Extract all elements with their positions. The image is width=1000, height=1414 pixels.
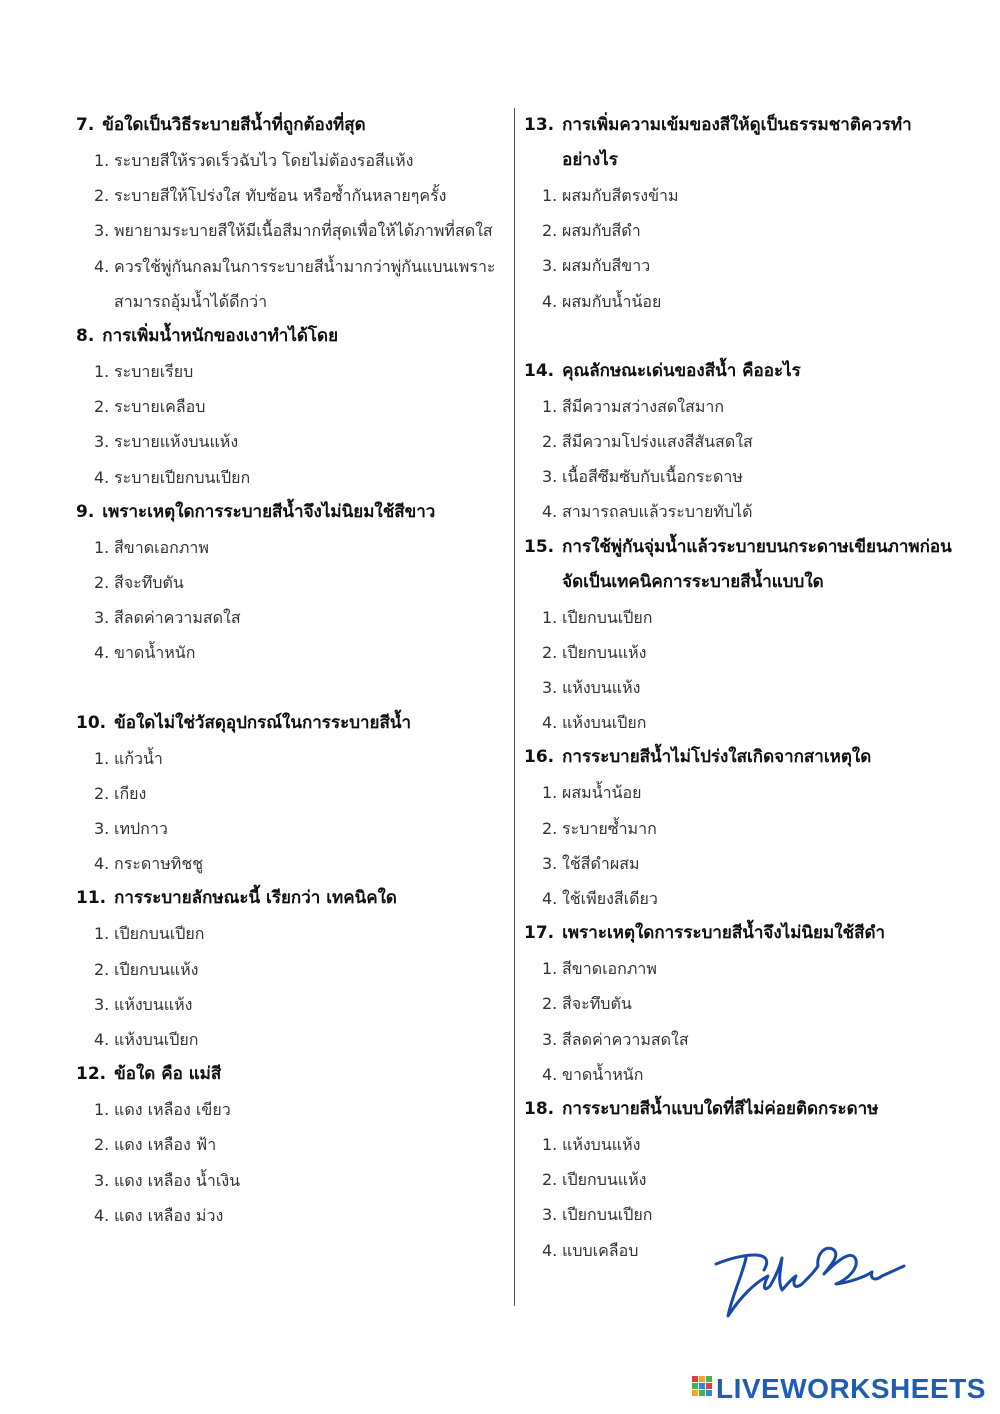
question-number: 15. — [524, 536, 555, 557]
answer-option[interactable] — [524, 213, 954, 248]
option-text: สีขาดเอกภาพ — [562, 959, 657, 979]
option-text: แก้วน้ำ — [114, 748, 163, 768]
option-list — [524, 951, 954, 1092]
option-number: 1. — [542, 783, 558, 803]
option-number: 4. — [94, 643, 110, 663]
answer-option[interactable] — [76, 741, 496, 776]
question-text: การใช้พู่กันจุ่มน้ำแล้วระบายบนกระดาษเขียนภาพก่อน จัดเป็นเทคนิคการระบายสีน้ำแบบใด — [562, 536, 952, 592]
answer-option[interactable] — [76, 1198, 496, 1233]
option-text: สีลดค่าความสดใส — [562, 1029, 689, 1049]
option-number: 1. — [542, 1135, 558, 1155]
option-number: 3. — [94, 994, 110, 1014]
option-text: ขาดน้ำหนัก — [114, 643, 196, 663]
option-number: 4. — [542, 1064, 558, 1084]
option-number: 4. — [94, 467, 110, 487]
option-number: 2. — [542, 432, 558, 452]
option-number: 4. — [94, 256, 110, 276]
answer-option[interactable] — [524, 705, 954, 740]
question-title — [76, 881, 496, 916]
answer-option[interactable] — [524, 635, 954, 670]
option-text: ระบายเปียกบนเปียก — [114, 467, 251, 487]
question-text: เพราะเหตุใดการระบายสีน้ำจึงไม่นิยมใช้สีขาว — [102, 501, 436, 522]
question-text: การระบายสีน้ำแบบใดที่สีไม่ค่อยติดกระดาษ — [562, 1099, 879, 1120]
option-number: 3. — [542, 1029, 558, 1049]
question-text: เพราะเหตุใดการระบายสีน้ำจึงไม่นิยมใช้สีดำ — [562, 923, 886, 944]
answer-option[interactable] — [524, 424, 954, 459]
answer-option[interactable] — [524, 459, 954, 494]
brand-name: LIVEWORKSHEETS — [716, 1373, 986, 1404]
option-number: 4. — [542, 713, 558, 733]
question-number: 12. — [76, 1064, 107, 1085]
question-number: 10. — [76, 712, 107, 733]
question-text: การระบายลักษณะนี้ เรียกว่า เทคนิคใด — [114, 888, 397, 909]
question-title — [524, 354, 954, 389]
answer-option[interactable] — [524, 1022, 954, 1057]
option-list — [76, 741, 496, 882]
answer-option[interactable] — [76, 460, 496, 495]
option-number: 3. — [542, 853, 558, 873]
question-16 — [524, 740, 954, 916]
answer-option[interactable] — [76, 143, 496, 178]
answer-option[interactable] — [524, 951, 954, 986]
option-text: แดง เหลือง เขียว — [114, 1100, 231, 1120]
question-title — [76, 706, 496, 741]
answer-option[interactable] — [76, 600, 496, 635]
question-number: 18. — [524, 1099, 555, 1120]
answer-option[interactable] — [524, 600, 954, 635]
answer-option[interactable] — [76, 354, 496, 389]
option-text: ผสมกับสีตรงข้าม — [562, 186, 679, 205]
question-text: การเพิ่มน้ำหนักของเงาทำได้โดย — [102, 326, 339, 347]
option-text: ผสมกับสีดำ — [562, 221, 641, 241]
answer-option[interactable] — [524, 1057, 954, 1092]
option-text: เปียกบนเปียก — [562, 607, 653, 627]
option-text: ขาดน้ำหนัก — [562, 1064, 644, 1084]
option-text: เนื้อสีซึมซับกับเนื้อกระดาษ — [562, 467, 743, 487]
option-text: สีจะทึบตัน — [562, 994, 632, 1014]
option-number: 2. — [94, 573, 110, 593]
answer-option[interactable] — [76, 846, 496, 881]
option-text: แบบเคลือบ — [562, 1240, 639, 1260]
option-number: 2. — [542, 818, 558, 838]
spacer — [524, 319, 954, 354]
option-text: แห้งบนแห้ง — [114, 994, 193, 1014]
question-7 — [76, 108, 496, 319]
option-number: 4. — [94, 1205, 110, 1225]
option-list — [524, 178, 954, 319]
liveworksheets-brand — [692, 1372, 986, 1406]
option-number: 4. — [542, 291, 558, 311]
option-number: 3. — [94, 608, 110, 628]
option-number: 4. — [542, 502, 558, 522]
answer-option[interactable] — [76, 178, 496, 213]
question-text: การระบายสีน้ำไม่โปร่งใสเกิดจากสาเหตุใด — [562, 747, 872, 768]
answer-option[interactable] — [76, 916, 496, 951]
answer-option[interactable] — [524, 846, 954, 881]
option-text: ควรใช้พู่กันกลมในการระบายสีน้ำมากว่าพู่กันแบนเพราะสามารถอุ้มน้ำได้ดีกว่า — [114, 256, 496, 311]
spacer — [76, 671, 496, 706]
option-number: 3. — [94, 819, 110, 839]
option-text: สีลดค่าความสดใส — [114, 608, 241, 628]
question-number: 11. — [76, 888, 107, 909]
option-number: 1. — [94, 151, 110, 170]
answer-option[interactable] — [76, 1163, 496, 1198]
option-number: 3. — [542, 678, 558, 698]
answer-option[interactable] — [524, 1127, 954, 1162]
answer-option[interactable] — [524, 389, 954, 424]
left-question-column — [76, 108, 496, 1233]
option-list — [524, 775, 954, 916]
answer-option[interactable] — [524, 986, 954, 1021]
option-number: 3. — [94, 1170, 110, 1190]
question-9 — [76, 495, 496, 706]
option-text: แดง เหลือง ม่วง — [114, 1205, 224, 1225]
question-title — [524, 740, 954, 775]
answer-option[interactable] — [524, 1162, 954, 1197]
option-text: เปียกบนแห้ง — [562, 642, 647, 662]
option-number: 3. — [94, 221, 110, 241]
option-list — [76, 354, 496, 495]
answer-option[interactable] — [524, 811, 954, 846]
option-number: 2. — [94, 1135, 110, 1155]
answer-option[interactable] — [76, 952, 496, 987]
answer-option[interactable] — [76, 1127, 496, 1162]
option-text: เปียกบนแห้ง — [114, 959, 199, 979]
option-number: 3. — [542, 1205, 558, 1225]
signature-image — [706, 1236, 916, 1326]
option-text: แห้งบนเปียก — [562, 713, 647, 733]
question-11 — [76, 881, 496, 1057]
option-number: 4. — [542, 1240, 558, 1260]
option-list — [524, 600, 954, 741]
question-number: 9. — [76, 501, 95, 522]
option-text: ระบายสีให้รวดเร็วฉับไว โดยไม่ต้องรอสีแห้ง — [114, 151, 414, 170]
option-list — [76, 530, 496, 671]
question-12 — [76, 1057, 496, 1233]
option-number: 2. — [542, 642, 558, 662]
answer-option[interactable] — [76, 424, 496, 459]
answer-option[interactable] — [524, 248, 954, 283]
option-text: ผสมกับสีขาว — [562, 256, 651, 276]
option-list — [524, 389, 954, 530]
option-text: สีจะทึบตัน — [114, 573, 184, 593]
option-number: 1. — [542, 396, 558, 416]
option-text: สีมีความโปร่งแสงสีสันสดใส — [562, 432, 753, 452]
question-title — [76, 495, 496, 530]
answer-option[interactable] — [76, 213, 496, 248]
option-number: 4. — [94, 854, 110, 874]
question-text: การเพิ่มความเข้มของสีให้ดูเป็นธรรมชาติควรทำอย่างไร — [562, 115, 912, 170]
question-text: คุณลักษณะเด่นของสีน้ำ คืออะไร — [562, 360, 801, 381]
option-text: แห้งบนแห้ง — [562, 678, 641, 698]
question-number: 16. — [524, 747, 555, 768]
option-text: ระบายเรียบ — [114, 362, 194, 382]
option-number: 2. — [94, 783, 110, 803]
option-text: เทปกาว — [114, 819, 168, 839]
option-number: 4. — [94, 1030, 110, 1050]
option-number: 3. — [542, 256, 558, 276]
option-number: 1. — [94, 1100, 110, 1120]
question-number: 14. — [524, 360, 555, 381]
question-14 — [524, 354, 954, 530]
question-title — [524, 530, 954, 600]
answer-option[interactable] — [524, 1197, 954, 1232]
option-number: 1. — [542, 186, 558, 205]
question-number: 13. — [524, 115, 555, 135]
column-divider — [514, 108, 515, 1306]
option-number: 1. — [94, 362, 110, 382]
question-title — [524, 108, 954, 178]
option-text: แห้งบนแห้ง — [562, 1135, 641, 1155]
option-text: เปียกบนเปียก — [562, 1205, 653, 1225]
option-number: 1. — [94, 924, 110, 944]
answer-option[interactable] — [76, 635, 496, 670]
answer-option[interactable] — [76, 1022, 496, 1057]
answer-option[interactable] — [76, 565, 496, 600]
right-question-column — [524, 108, 954, 1268]
question-8 — [76, 319, 496, 495]
option-list — [76, 143, 496, 319]
question-10 — [76, 706, 496, 882]
answer-option[interactable] — [524, 494, 954, 529]
question-13 — [524, 108, 954, 354]
question-title — [524, 916, 954, 951]
answer-option[interactable] — [524, 881, 954, 916]
option-text: พยายามระบายสีให้มีเนื้อสีมากที่สุดเพื่อให้ได้ภาพที่สดใส — [114, 221, 493, 241]
option-text: ระบายเคลือบ — [114, 397, 206, 417]
question-title — [76, 319, 496, 354]
option-text: เปียกบนแห้ง — [562, 1170, 647, 1190]
option-text: กระดาษทิชชู — [114, 854, 204, 874]
option-text: ผสมกับน้ำน้อย — [562, 291, 662, 311]
question-title — [524, 1092, 954, 1127]
option-text: เกียง — [114, 783, 147, 803]
question-text: ข้อใดเป็นวิธีระบายสีน้ำที่ถูกต้องที่สุด — [102, 115, 366, 135]
question-number: 7. — [76, 115, 95, 135]
option-text: สีขาดเอกภาพ — [114, 537, 209, 557]
option-number: 2. — [94, 959, 110, 979]
option-number: 4. — [542, 889, 558, 909]
answer-option[interactable] — [76, 1092, 496, 1127]
option-number: 3. — [542, 467, 558, 487]
option-text: ผสมน้ำน้อย — [562, 783, 642, 803]
option-text: แห้งบนเปียก — [114, 1030, 199, 1050]
question-title — [76, 1057, 496, 1092]
option-number: 1. — [542, 607, 558, 627]
answer-option[interactable] — [76, 389, 496, 424]
question-number: 8. — [76, 326, 95, 347]
option-number: 1. — [542, 959, 558, 979]
question-text: ข้อใดไม่ใช่วัสดุอุปกรณ์ในการระบายสีน้ำ — [114, 712, 412, 733]
option-list — [76, 916, 496, 1057]
option-list — [76, 1092, 496, 1233]
answer-option[interactable] — [524, 775, 954, 810]
answer-option[interactable] — [76, 776, 496, 811]
option-text: แดง เหลือง ฟ้า — [114, 1135, 217, 1155]
option-text: แดง เหลือง น้ำเงิน — [114, 1170, 241, 1190]
question-text: ข้อใด คือ แม่สี — [114, 1064, 222, 1085]
question-title — [76, 108, 496, 143]
option-text: ระบายแห้งบนแห้ง — [114, 432, 239, 452]
option-number: 1. — [94, 748, 110, 768]
answer-option[interactable] — [524, 178, 954, 213]
option-number: 2. — [542, 994, 558, 1014]
option-text: ใช้เพียงสีเดียว — [562, 889, 658, 909]
answer-option[interactable] — [524, 284, 954, 319]
question-number: 17. — [524, 923, 555, 944]
liveworksheets-logo-icon — [692, 1376, 712, 1402]
option-text: สีมีความสว่างสดใสมาก — [562, 396, 725, 416]
answer-option[interactable] — [524, 670, 954, 705]
question-17 — [524, 916, 954, 1092]
option-text: ใช้สีดำผสม — [562, 853, 640, 873]
answer-option[interactable] — [76, 987, 496, 1022]
option-number: 2. — [542, 1170, 558, 1190]
answer-option[interactable] — [76, 811, 496, 846]
option-text: ระบายซ้ำมาก — [562, 818, 657, 838]
option-number: 1. — [94, 537, 110, 557]
question-15 — [524, 530, 954, 741]
option-number: 2. — [94, 397, 110, 417]
option-text: ระบายสีให้โปร่งใส ทับซ้อน หรือซ้ำกันหลายๆครั้ง — [114, 186, 447, 206]
option-text: สามารถลบแล้วระบายทับได้ — [562, 502, 753, 522]
option-number: 2. — [94, 186, 110, 206]
signature-stroke — [716, 1248, 904, 1316]
answer-option[interactable] — [76, 530, 496, 565]
option-number: 2. — [542, 221, 558, 241]
option-text: เปียกบนเปียก — [114, 924, 205, 944]
answer-option[interactable] — [76, 249, 496, 319]
option-number: 3. — [94, 432, 110, 452]
